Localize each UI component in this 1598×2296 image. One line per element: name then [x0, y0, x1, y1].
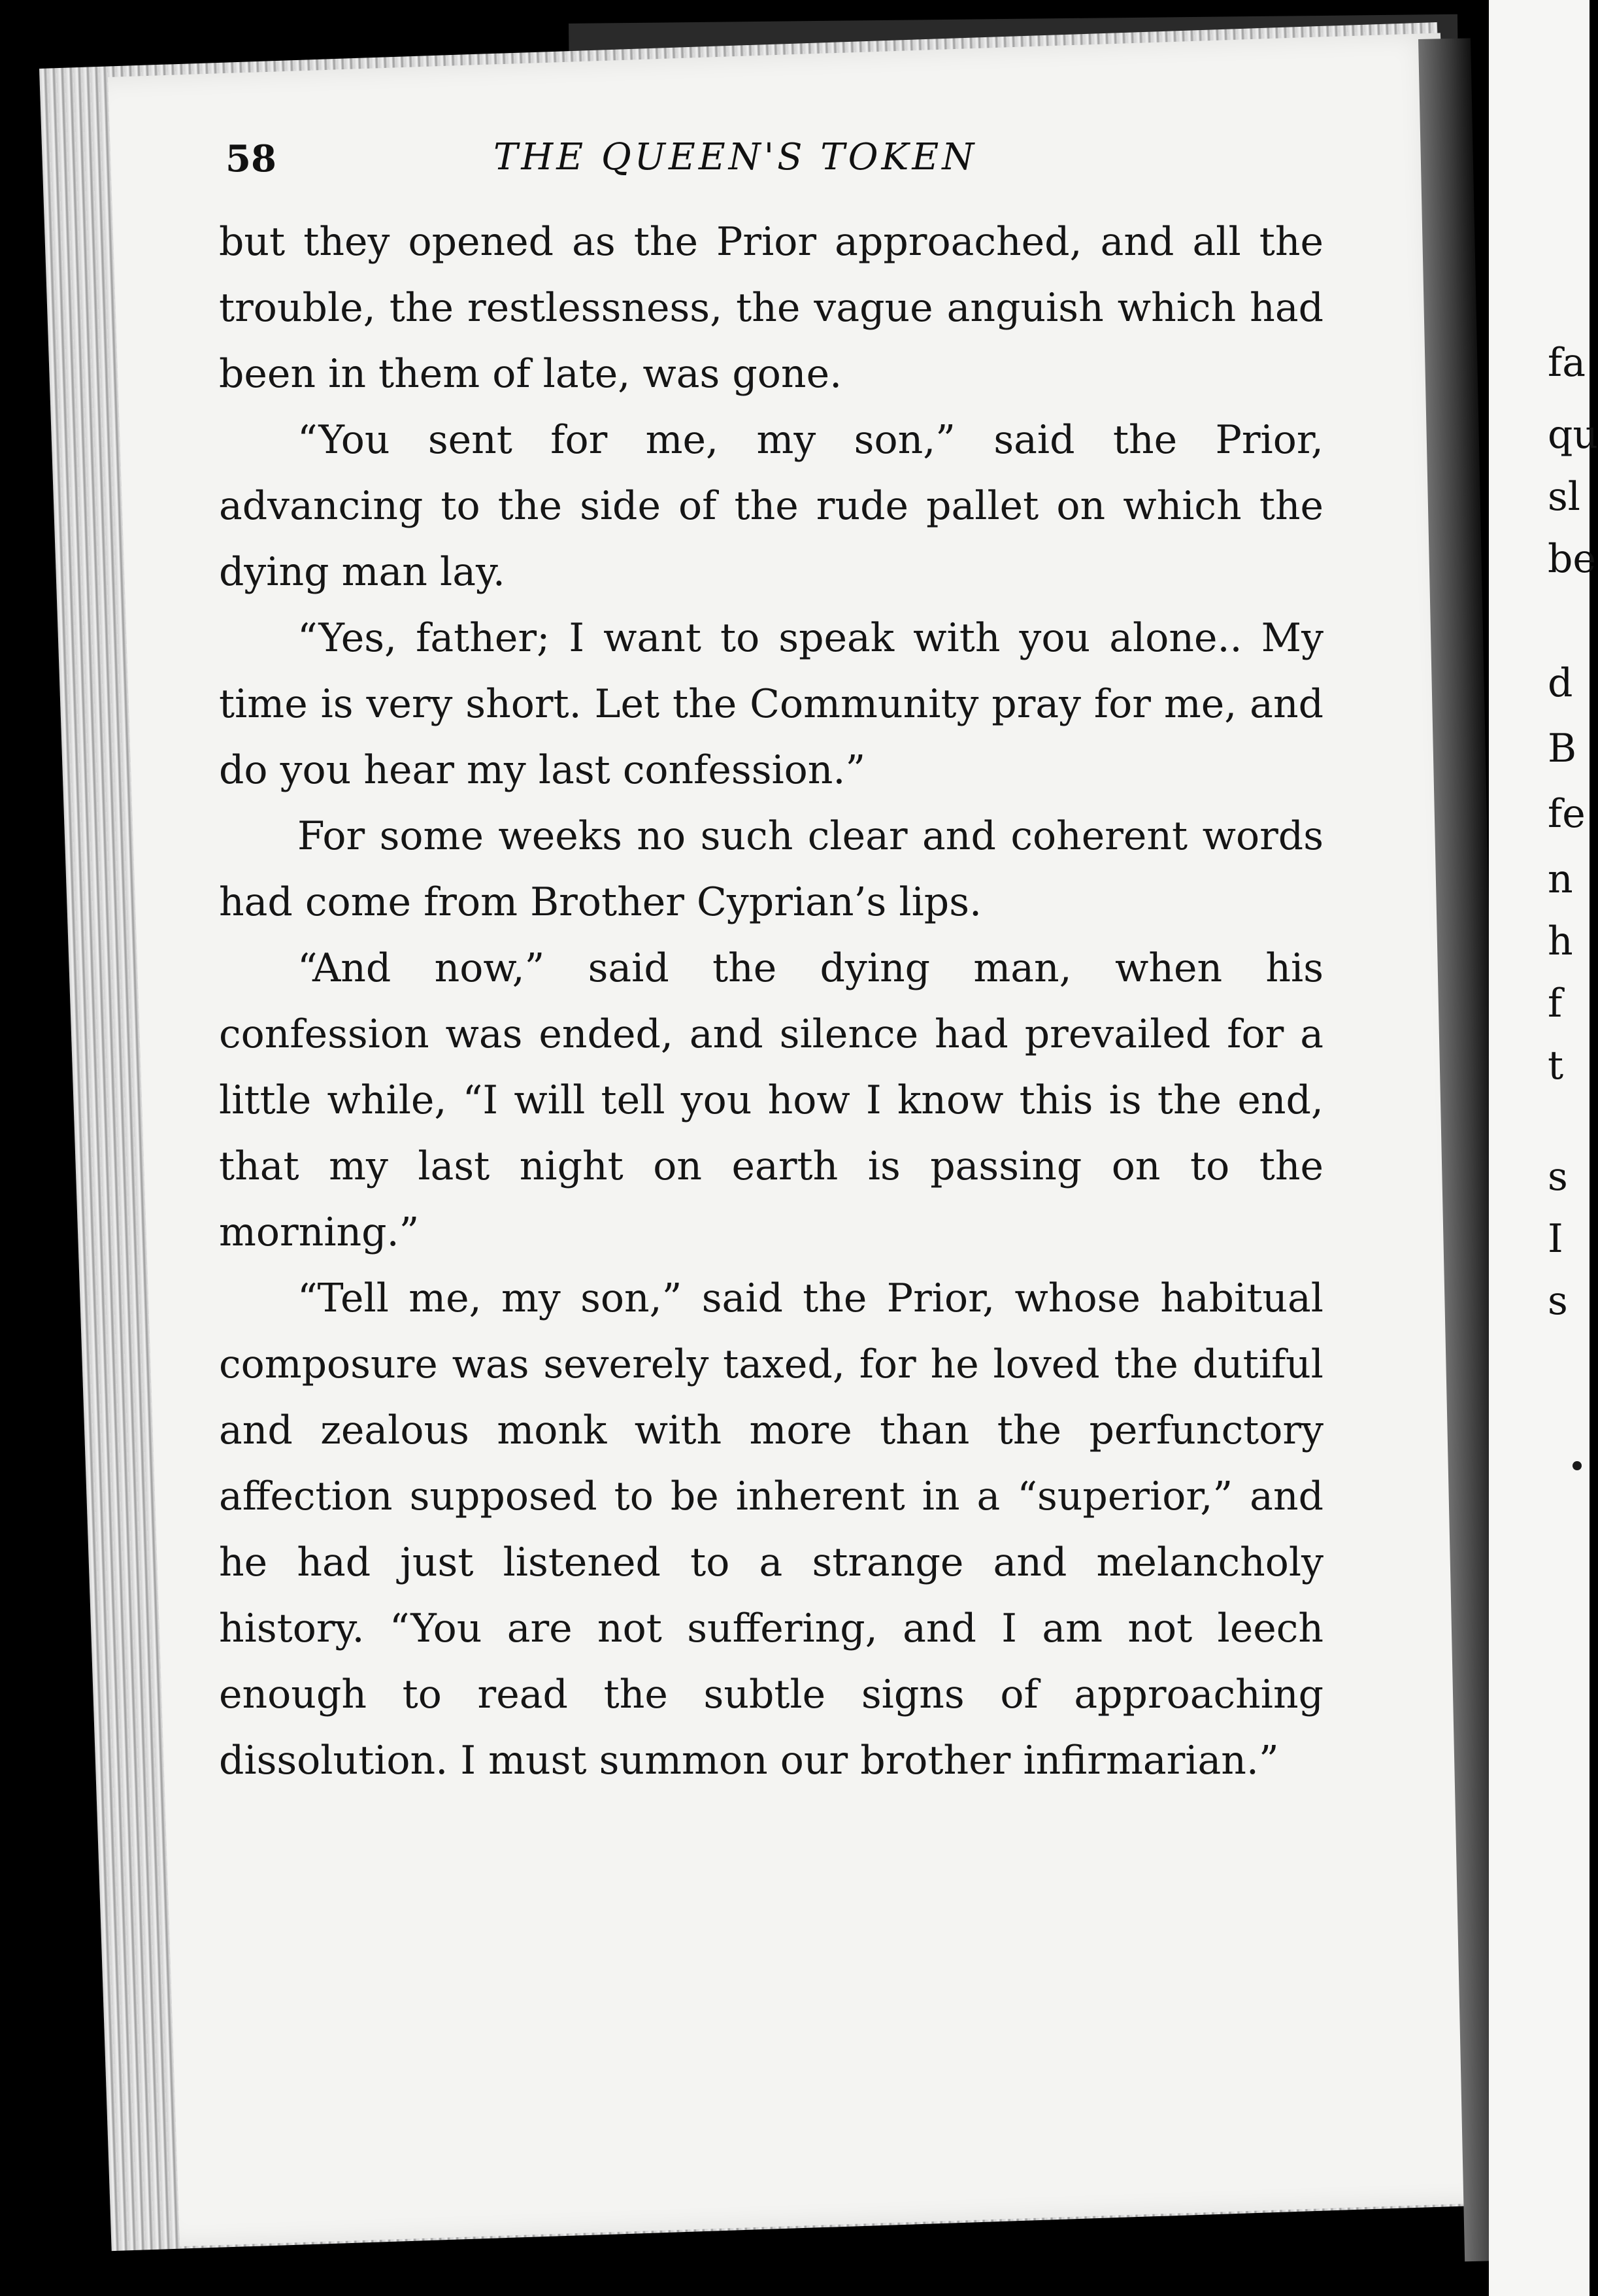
- paragraph: For some weeks no such clear and coherent words had come from Brother Cyprian’s lips.: [219, 813, 1323, 925]
- page-body-text: [219, 209, 1323, 1794]
- paragraph: “Tell me, my son,” said the Prior, whose habitual composure was severely taxed, for he loved the dutiful and zealous monk with more than the perfunctory affection supposed to be inherent in a “superior,” and he had just listened to a strange and melancholy history. “You are not suffering, and I am not leech enough to read the subtle signs of approaching dissolution. I must summon our brother infirmarian.”: [219, 1275, 1323, 1783]
- paragraph: “And now,” said the dying man, when his confession was ended, and silence had prevailed for a little while, “I will tell you how I know this is the end, that my last night on earth is passing on to the morning.”: [219, 945, 1323, 1255]
- running-title: THE QUEEN'S TOKEN: [493, 136, 978, 178]
- facing-page-fragment: h: [1548, 919, 1573, 964]
- paragraph: but they opened as the Prior approached, and all the trouble, the restlessness, the vague anguish which had been in them of late, was gone.: [219, 219, 1323, 397]
- facing-page-fragment: n: [1548, 856, 1573, 902]
- facing-page-fragment: fa: [1548, 340, 1586, 386]
- facing-page-fragment: be: [1548, 536, 1596, 582]
- facing-page-fragment: sl: [1548, 474, 1580, 520]
- page-number: 58: [225, 137, 276, 180]
- facing-page-fragment: t: [1548, 1043, 1564, 1089]
- facing-page-fragment: B: [1548, 726, 1577, 771]
- facing-page-fragment: qu: [1548, 412, 1598, 458]
- facing-page-fragment: f: [1548, 981, 1563, 1026]
- paragraph: “You sent for me, my son,” said the Prior, advancing to the side of the rude pallet on which the dying man lay.: [219, 417, 1323, 595]
- facing-page-fragment: d: [1548, 660, 1573, 706]
- facing-page-fragment: s: [1548, 1154, 1568, 1200]
- facing-page: [1489, 0, 1598, 2296]
- facing-page-fragment: s: [1548, 1278, 1568, 1324]
- ink-speck: [1573, 1461, 1582, 1470]
- facing-page-fragment: I: [1548, 1216, 1563, 1262]
- page-header: [225, 137, 1304, 203]
- paragraph: “Yes, father; I want to speak with you alone.. My time is very short. Let the Community pray for me, and do you hear my last confession.”: [219, 615, 1323, 793]
- facing-page-fragment: fe: [1548, 791, 1586, 837]
